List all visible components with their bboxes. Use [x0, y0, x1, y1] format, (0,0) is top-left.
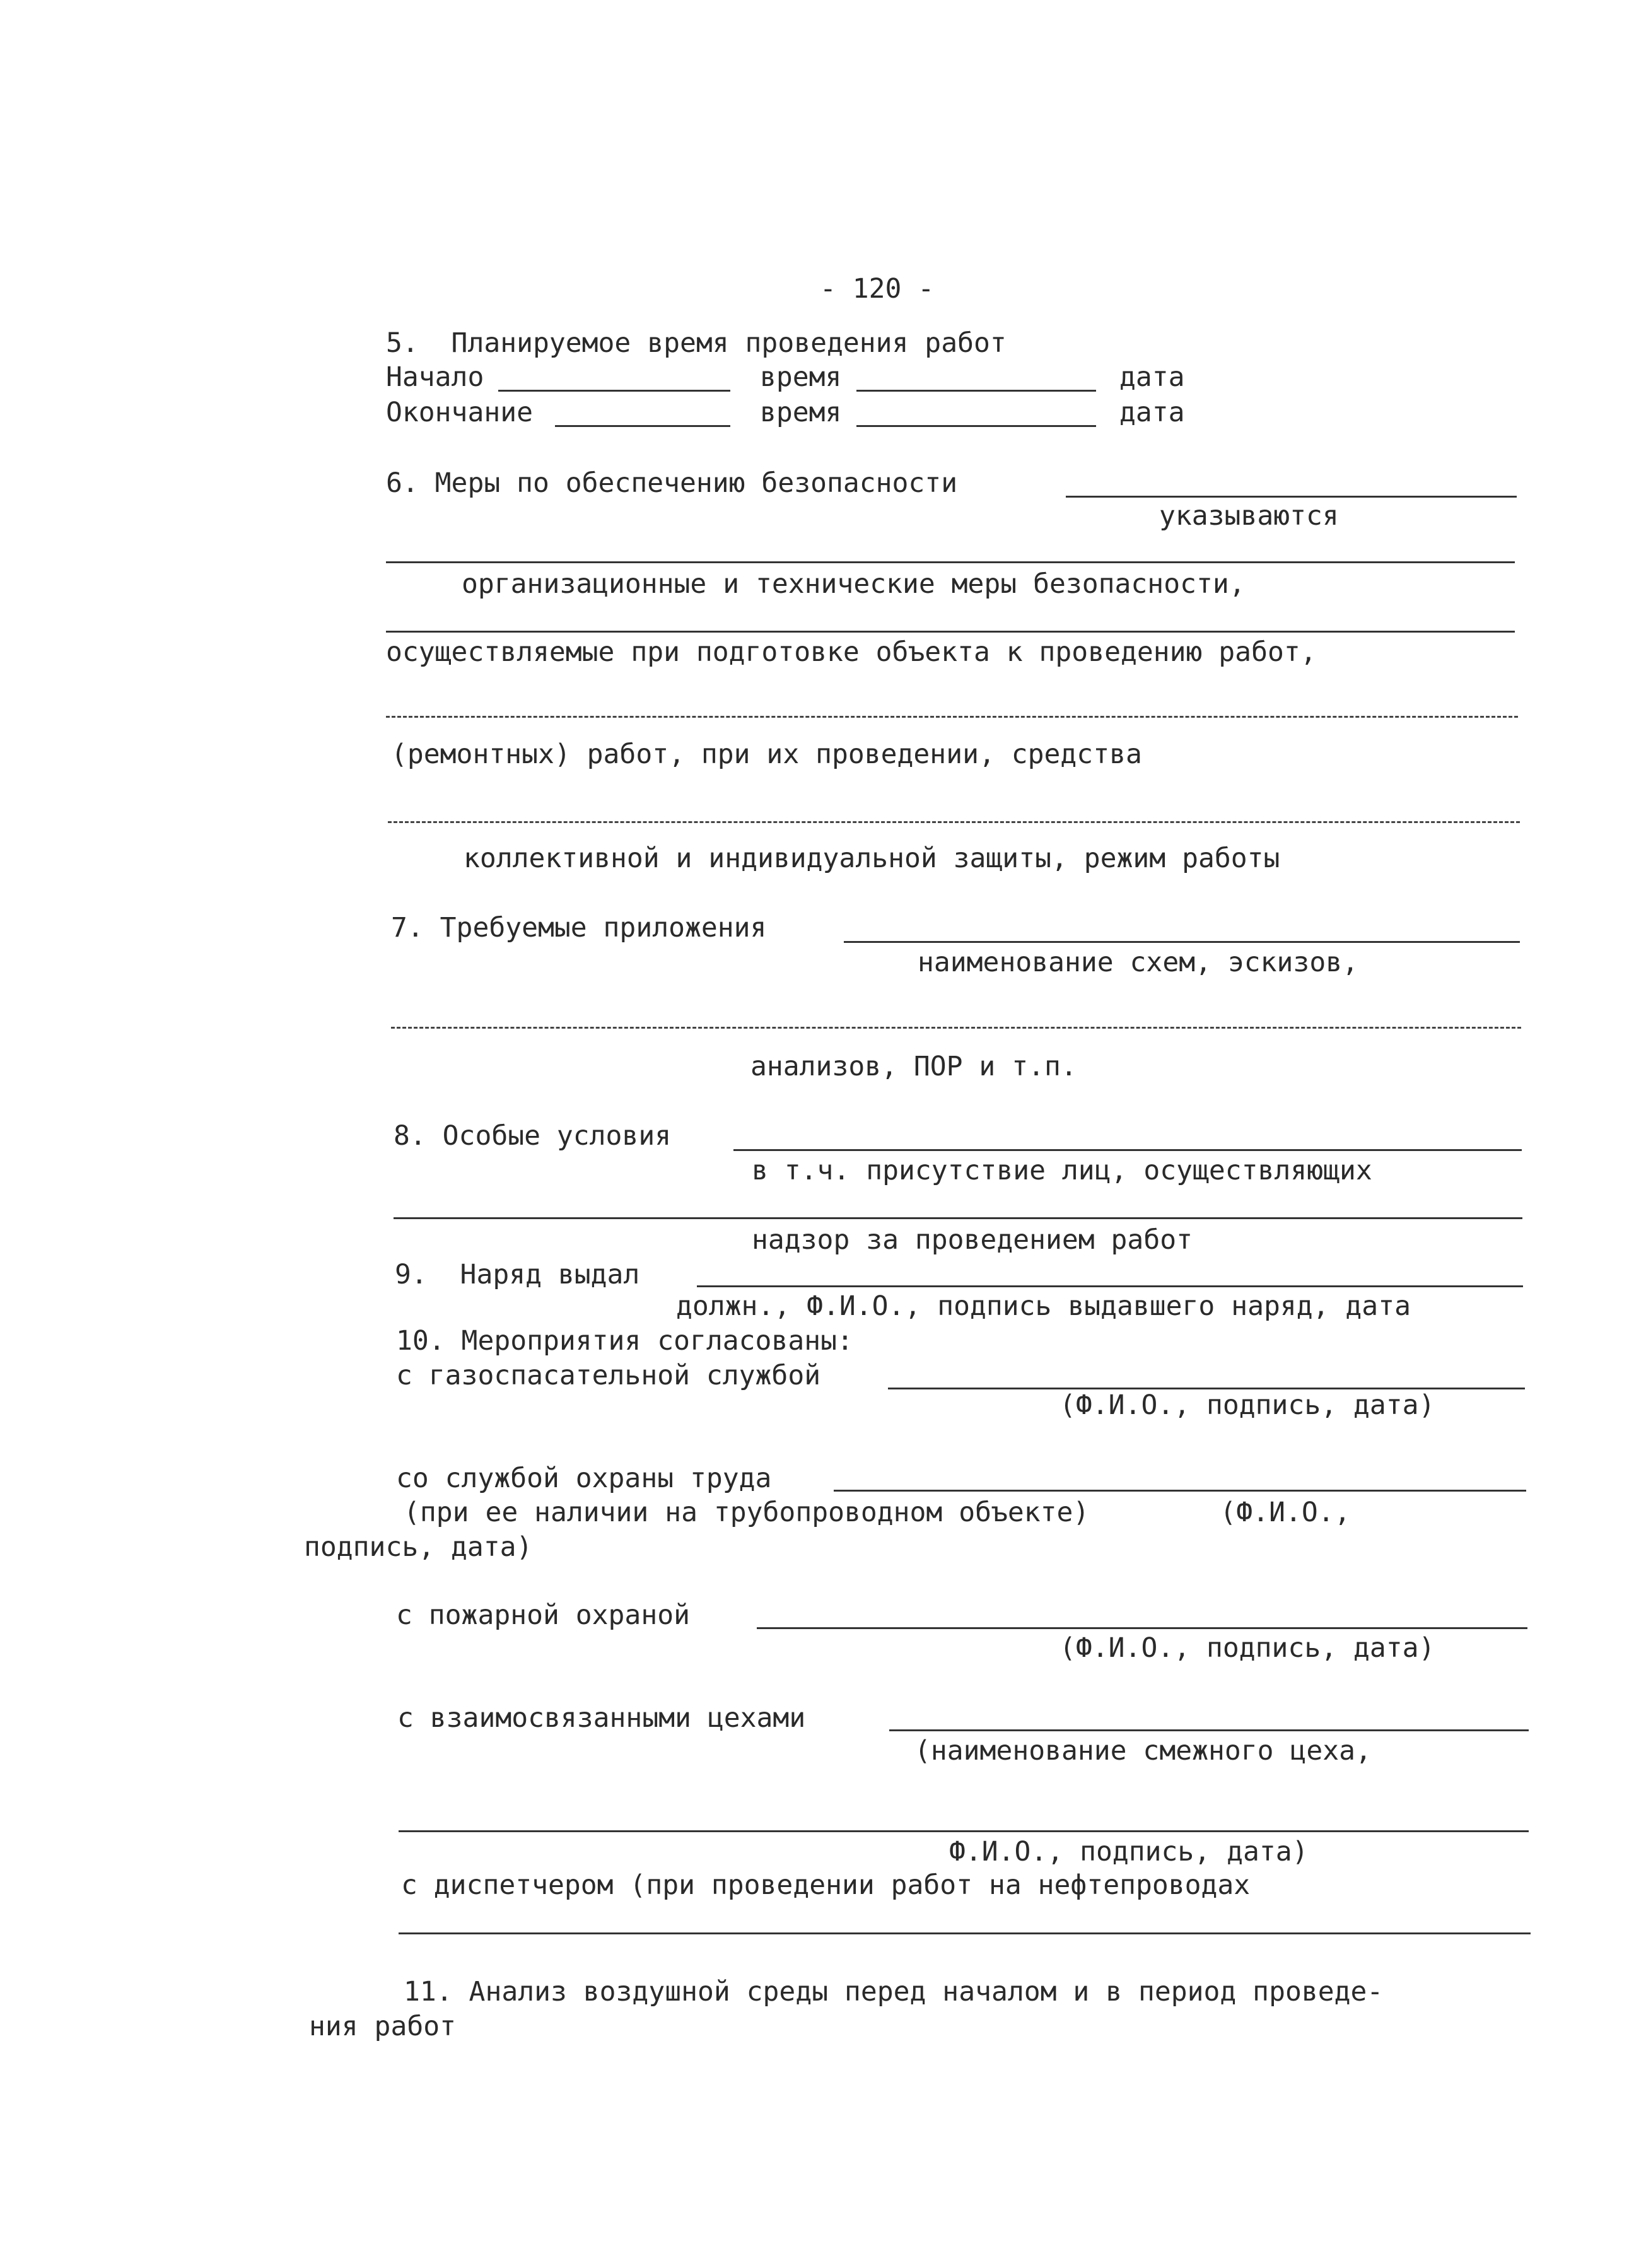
section-10-title: 10. Мероприятия согласованы: — [396, 1325, 853, 1357]
safety-measures-field-2[interactable] — [386, 561, 1515, 563]
special-conditions-hint-1: в т.ч. присутствие лиц, осуществляющих — [752, 1155, 1372, 1186]
date-label-1: дата — [1119, 361, 1185, 393]
section-11-line-1: 11. Анализ воздушной среды перед началом и в период проведе- — [404, 1976, 1384, 2008]
related-shops-field-2[interactable] — [399, 1830, 1529, 1832]
fire-service-field[interactable] — [757, 1627, 1527, 1629]
section-9-title: 9. Наряд выдал — [395, 1259, 640, 1290]
issued-by-hint: должн., Ф.И.О., подпись выдавшего наряд, дата — [676, 1290, 1411, 1322]
section-8-title: 8. Особые условия — [394, 1120, 672, 1152]
safety-hint-1: указываются — [1159, 500, 1339, 532]
special-conditions-field-2[interactable] — [394, 1217, 1522, 1219]
safety-hint-3: осуществляемые при подготовке объекта к проведению работ, — [386, 636, 1317, 668]
issued-by-field[interactable] — [697, 1285, 1523, 1287]
end-label: Окончание — [386, 397, 533, 428]
end-time-field[interactable] — [856, 425, 1096, 427]
labor-safety-hint-2: подпись, дата) — [304, 1531, 533, 1563]
start-label: Начало — [386, 361, 484, 393]
safety-hint-5: коллективной и индивидуальной защиты, режим работы — [464, 843, 1280, 874]
safety-measures-field-4[interactable] — [386, 716, 1518, 718]
date-label-2: дата — [1119, 397, 1185, 428]
fire-service-hint: (Ф.И.О., подпись, дата) — [1059, 1632, 1435, 1664]
dispatcher-label: с диспетчером (при проведении работ на нефтепроводах — [401, 1869, 1251, 1901]
safety-measures-field-1[interactable] — [1066, 496, 1517, 498]
attachments-hint-2: анализов, ПОР и т.п. — [750, 1051, 1077, 1082]
gas-rescue-label: с газоспасательной службой — [396, 1360, 821, 1391]
start-date-field[interactable] — [498, 390, 730, 392]
labor-safety-hint-1: (при ее наличии на трубопроводном объекте) (Ф.И.О., — [404, 1497, 1351, 1528]
page-number: - 120 - — [820, 273, 935, 305]
section-5-title: 5. Планируемое время проведения работ — [386, 327, 1007, 359]
labor-safety-field[interactable] — [834, 1490, 1526, 1492]
safety-measures-field-5[interactable] — [388, 821, 1520, 823]
section-6-title: 6. Меры по обеспечению безопасности — [386, 467, 958, 499]
related-shops-hint-2: Ф.И.О., подпись, дата) — [949, 1836, 1309, 1868]
labor-safety-label: со службой охраны труда — [396, 1463, 772, 1494]
safety-measures-field-3[interactable] — [386, 631, 1515, 633]
end-date-field[interactable] — [555, 425, 730, 427]
related-shops-label: с взаимосвязанными цехами — [397, 1702, 806, 1734]
start-time-field[interactable] — [856, 390, 1096, 392]
gas-rescue-hint: (Ф.И.О., подпись, дата) — [1059, 1389, 1435, 1421]
fire-service-label: с пожарной охраной — [396, 1599, 690, 1631]
time-label-1: время — [760, 361, 842, 393]
safety-hint-2: организационные и технические меры безопасности, — [462, 568, 1246, 600]
attachments-field-1[interactable] — [844, 941, 1520, 943]
time-label-2: время — [760, 397, 842, 428]
attachments-hint-1: наименование схем, эскизов, — [918, 947, 1358, 978]
dispatcher-field[interactable] — [399, 1932, 1531, 1934]
related-shops-field-1[interactable] — [889, 1729, 1529, 1731]
section-7-title: 7. Требуемые приложения — [391, 912, 767, 944]
special-conditions-field-1[interactable] — [733, 1149, 1522, 1151]
attachments-field-2[interactable] — [391, 1027, 1521, 1029]
safety-hint-4: (ремонтных) работ, при их проведении, средства — [391, 739, 1142, 770]
special-conditions-hint-2: надзор за проведением работ — [752, 1224, 1193, 1256]
section-11-line-2: ния работ — [309, 2011, 456, 2042]
related-shops-hint-1: (наименование смежного цеха, — [914, 1735, 1372, 1767]
